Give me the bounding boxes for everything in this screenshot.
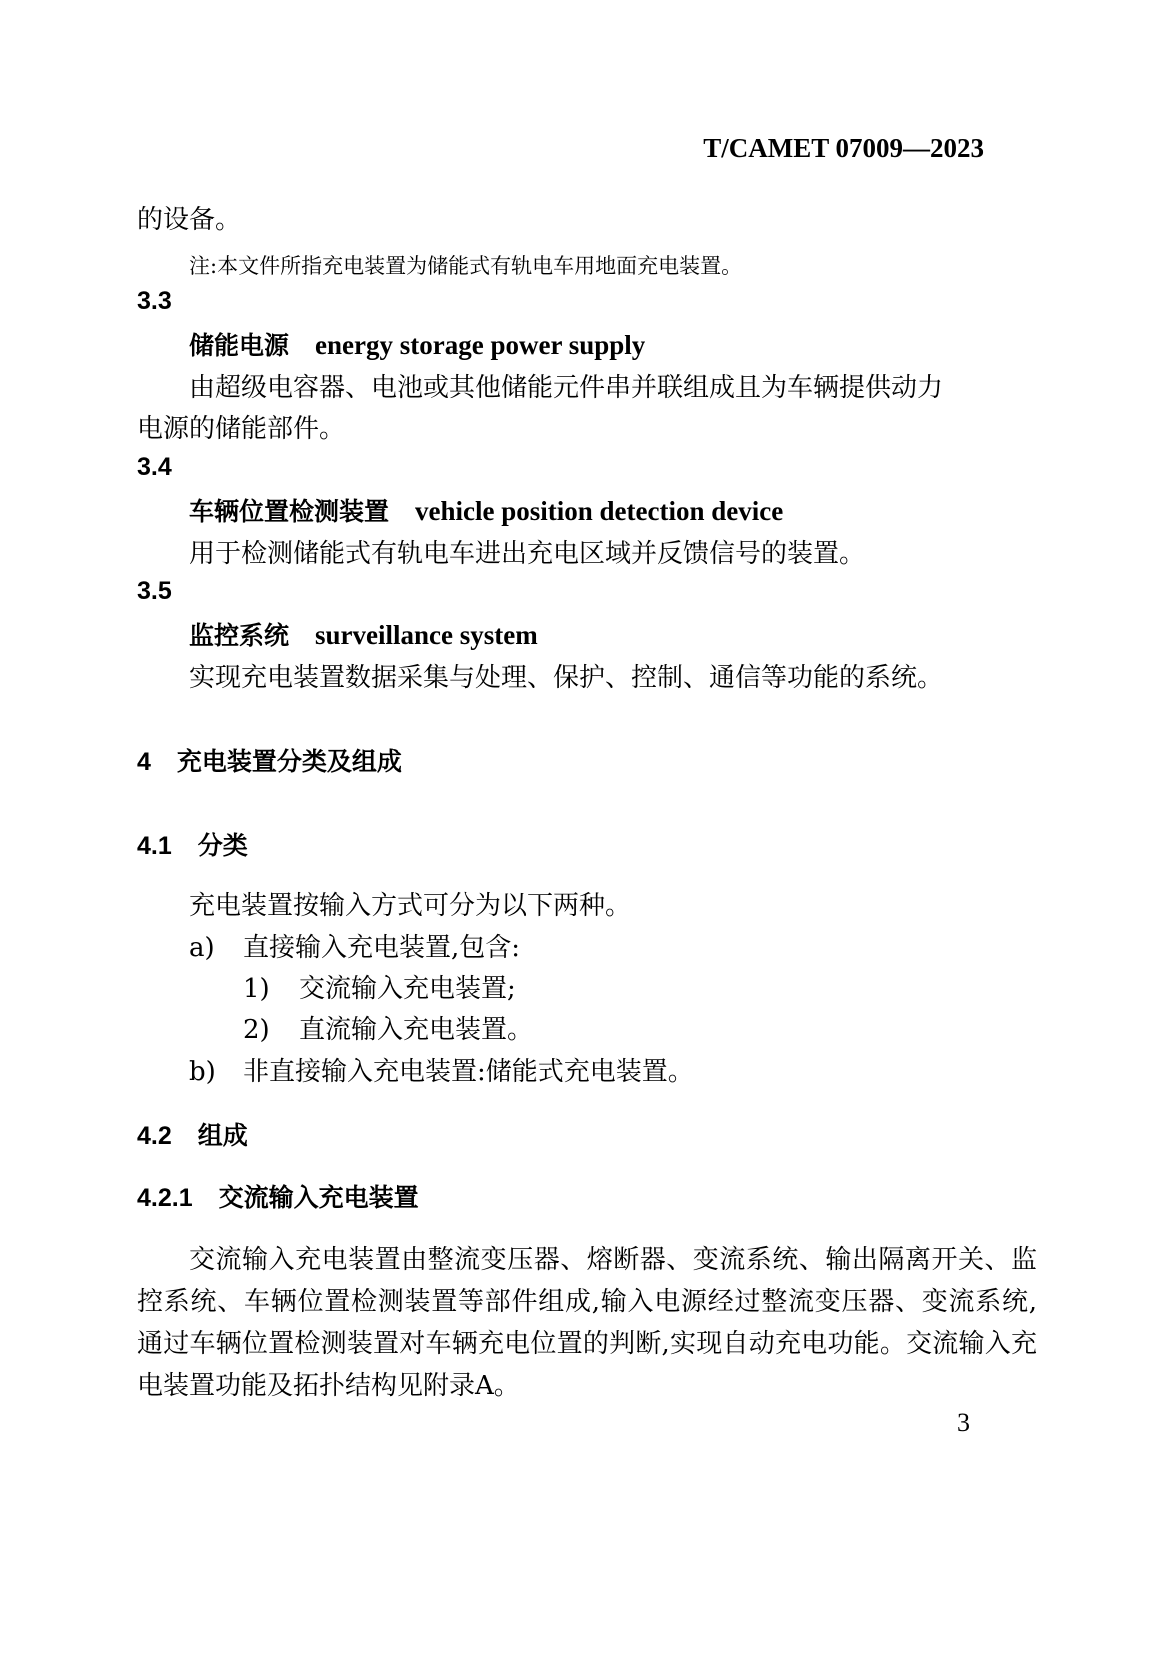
list-item-b-text: 非直接输入充电装置:储能式充电装置。 xyxy=(243,1057,694,1087)
term-definition-3-4: 用于检测储能式有轨电车进出充电区域并反馈信号的装置。 xyxy=(189,539,866,569)
list-item-a-text: 直接输入充电装置,包含: xyxy=(243,933,521,963)
list-item-a1-text: 交流输入充电装置; xyxy=(299,974,516,1004)
section-4-number: 4 xyxy=(137,748,151,776)
section-4-2-1-paragraph: 交流输入充电装置由整流变压器、熔断器、变流系统、输出隔离开关、监控系统、车辆位置检测装置等部件组成,输入电源经过整流变压器、变流系统,通过车辆位置检测装置对车辆充电位置的判断,实现自动充电功能。交流输入充电装置功能及拓扑结构见附录A。 xyxy=(137,1245,1037,1401)
section-4-2-1-heading xyxy=(137,1178,419,1214)
list-item-a1 xyxy=(243,968,516,1010)
term-number-3-5: 3.5 xyxy=(137,577,172,605)
note-text: 注:本文件所指充电装置为储能式有轨电车用地面充电装置。 xyxy=(189,254,743,278)
section-4-2-number: 4.2 xyxy=(137,1122,172,1150)
term-en-3-3: energy storage power supply xyxy=(315,330,646,360)
list-item-a1-label: 1) xyxy=(243,974,270,1004)
list-item-a2 xyxy=(243,1009,533,1051)
list-item-a2-label: 2) xyxy=(243,1015,270,1045)
term-number-3-3: 3.3 xyxy=(137,287,172,315)
section-4-heading xyxy=(137,742,402,778)
list-item-b-label: b) xyxy=(189,1057,216,1087)
term-definition-3-5: 实现充电装置数据采集与处理、保护、控制、通信等功能的系统。 xyxy=(189,663,944,693)
term-number-3-4: 3.4 xyxy=(137,453,172,481)
standard-number: T/CAMET 07009—2023 xyxy=(703,133,984,163)
list-item-a2-text: 直流输入充电装置。 xyxy=(299,1015,534,1045)
term-definition-3-3-line1: 由超级电容器、电池或其他储能元件串并联组成且为车辆提供动力 xyxy=(189,373,944,403)
page-number: 3 xyxy=(957,1408,970,1437)
term-definition-3-3-line2: 电源的储能部件。 xyxy=(137,414,346,444)
section-4-2-1-number: 4.2.1 xyxy=(137,1184,193,1212)
section-4-1-title: 分类 xyxy=(197,831,248,860)
section-4-1-heading xyxy=(137,826,248,862)
term-heading-3-3 xyxy=(189,326,645,362)
term-zh-3-3: 储能电源 xyxy=(189,331,290,360)
section-4-2-heading xyxy=(137,1116,248,1152)
term-zh-3-5: 监控系统 xyxy=(189,621,290,650)
list-item-a xyxy=(189,927,520,969)
term-en-3-5: surveillance system xyxy=(315,620,538,650)
section-4-2-title: 组成 xyxy=(197,1121,248,1150)
term-heading-3-5 xyxy=(189,616,538,652)
term-en-3-4: vehicle position detection device xyxy=(415,496,784,526)
section-4-1-intro: 充电装置按输入方式可分为以下两种。 xyxy=(189,891,632,921)
section-4-title: 充电装置分类及组成 xyxy=(176,747,402,776)
term-heading-3-4 xyxy=(189,492,783,528)
section-4-1-number: 4.1 xyxy=(137,832,172,860)
term-zh-3-4: 车辆位置检测装置 xyxy=(189,497,390,526)
list-item-b xyxy=(189,1051,694,1093)
section-4-2-1-title: 交流输入充电装置 xyxy=(218,1183,419,1212)
continuation-text: 的设备。 xyxy=(137,205,242,235)
list-item-a-label: a) xyxy=(189,933,215,963)
